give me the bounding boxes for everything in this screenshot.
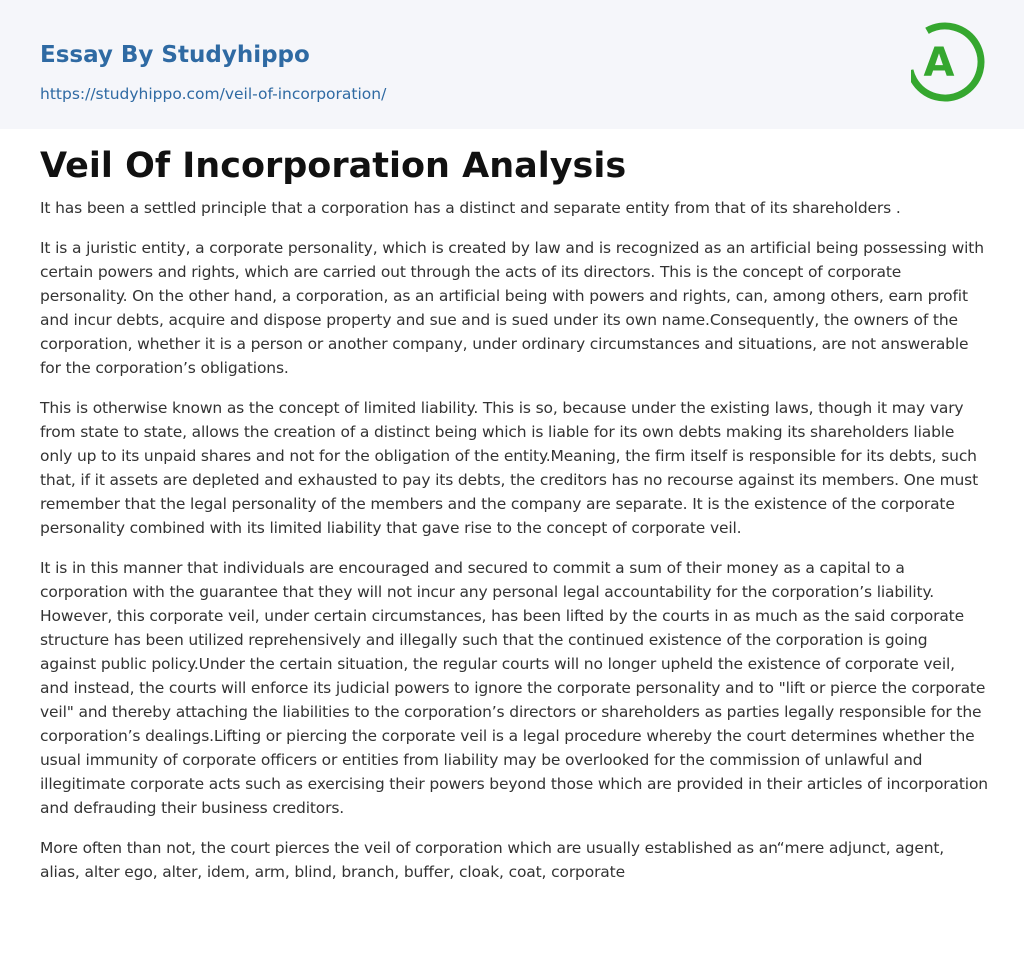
studyhippo-logo-icon[interactable] xyxy=(911,18,987,106)
article-paragraph: It is a juristic entity, a corporate personality, which is created by law and is recognized as an artificial being possessing with certain powers and rights, which are carried out through the acts of its directors. This is the concept of corporate personality. On the other hand, a corporation, as an artificial being with powers and rights, can, among others, earn profit and incur debts, acquire and dispose property and sue and is sued under its own name.Consequently, the owners of the corporation, whether it is a person or another company, under ordinary circumstances and situations, are not answerable for the corporation’s obligations. xyxy=(40,239,984,377)
article-body xyxy=(40,196,988,900)
article-paragraph: It has been a settled principle that a corporation has a distinct and separate entity from that of its shareholders . xyxy=(40,199,901,217)
essay-url-link[interactable]: https://studyhippo.com/veil-of-incorporation/ xyxy=(40,85,387,103)
site-header xyxy=(0,0,1024,129)
page-title: Veil Of Incorporation Analysis xyxy=(40,146,627,186)
site-brand[interactable]: Essay By Studyhippo xyxy=(40,42,310,68)
article-paragraph: More often than not, the court pierces the veil of corporation which are usually established as an“mere adjunct, agent, alias, alter ego, alter, idem, arm, blind, branch, buffer, cloak, coat, corporate xyxy=(40,839,945,881)
article-paragraph: This is otherwise known as the concept of limited liability. This is so, because under the existing laws, though it may vary from state to state, allows the creation of a distinct being which is liable for its own debts making its shareholders liable only up to its unpaid shares and not for the obligation of the entity.Meaning, the firm itself is responsible for its debts, such that, if it assets are depleted and exhausted to pay its debts, the creditors has no recourse against its members. One must remember that the legal personality of the members and the company are separate. It is the existence of the corporate personality combined with its limited liability that gave rise to the concept of corporate veil. xyxy=(40,399,979,537)
article-paragraph: It is in this manner that individuals are encouraged and secured to commit a sum of their money as a capital to a corporation with the guarantee that they will not incur any personal legal accountability for the corporation’s liability. However, this corporate veil, under certain circumstances, has been lifted by the courts in as much as the said corporate structure has been utilized reprehensively and illegally such that the continued existence of the corporation is going against public policy.Under the certain situation, the regular courts will no longer upheld the existence of corporate veil, and instead, the courts will enforce its judicial powers to ignore the corporate personality and to "lift or pierce the corporate veil" and thereby attaching the liabilities to the corporation’s directors or shareholders as parties legally responsible for the corporation’s dealings.Lifting or piercing the corporate veil is a legal procedure whereby the court determines whether the usual immunity of corporate officers or entities from liability may be overlooked for the commission of unlawful and illegitimate corporate acts such as exercising their powers beyond those which are provided in their articles of incorporation and defrauding their business creditors. xyxy=(40,559,988,817)
logo-letter: A xyxy=(923,40,955,86)
